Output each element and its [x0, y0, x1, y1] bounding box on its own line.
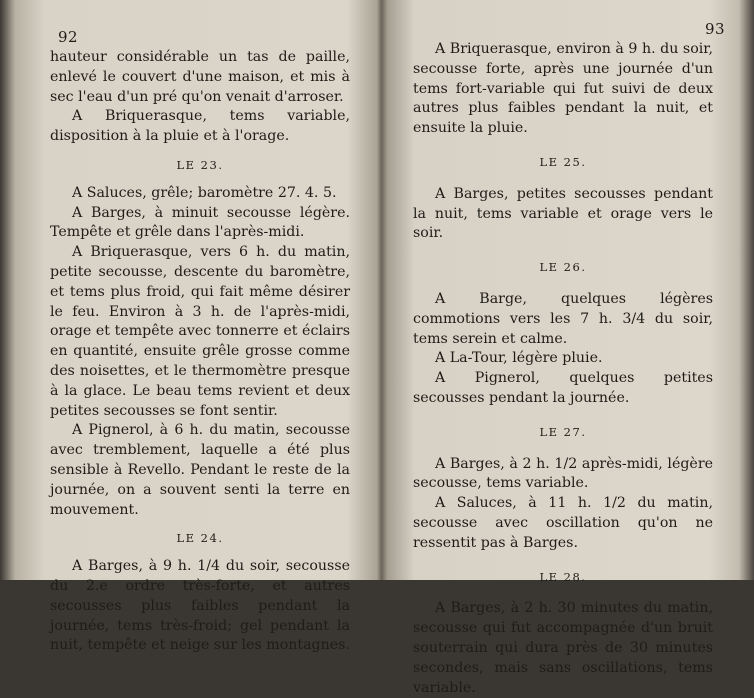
paragraph: A Barges, à 2 h. 30 minutes du matin, secousse qui fut accompagnée d'un bruit souterrain qui dura près de 30 minutes secondes, mais sans oscillations, tems variable. — [413, 600, 713, 696]
date-heading: LE 24. — [176, 531, 224, 546]
paragraph: A Barge, quelques légères commotions vers les 7 h. 3/4 du soir, tems serein et calme. — [413, 290, 713, 347]
paragraph: A Pignerol, à 6 h. du matin, secousse avec tremblement, laquelle a été plus sensible à Revello. Pendant le reste de la journée, on a souvent senti la terre en mouvement. — [50, 422, 350, 518]
paragraph: A Barges, à 2 h. 1/2 après-midi, légère secousse, tems variable. — [413, 455, 713, 492]
paragraph: A Briquerasque, tems variable, disposition à la pluie et à l'orage. — [50, 108, 350, 145]
paragraph: A Barges, à 9 h. 1/4 du soir, secousse du 2.e ordre très-forte, et autres secousses plus faibles pendant la journée, tems très-froid; gel pendant la nuit, tempête et neige sur les montagnes. — [50, 558, 350, 654]
date-heading: LE 27. — [539, 424, 587, 439]
paragraph: A Barges, à minuit secousse légère. Tempête et grêle dans l'après-midi. — [50, 204, 350, 241]
paragraph: A Barges, petites secousses pendant la nuit, tems variable et orage vers le soir. — [413, 185, 713, 242]
left-page — [0, 0, 377, 654]
date-heading: LE 23. — [176, 157, 224, 172]
paragraph: A Pignerol, quelques petites secousses pendant la journée. — [413, 370, 713, 406]
date-heading: LE 28. — [539, 569, 587, 584]
page-number: 93 — [705, 20, 726, 38]
paragraph: A Briquerasque, vers 6 h. du matin, petite secousse, descente du baromètre, et tems plus froid, qui fait même désirer le feu. Environ à 3 h. de l'après-midi, orage et tempête avec tonnerre et éclairs en quantité, ensuite grêle grosse comme des noisettes, et le thermomètre presque à la glace. Le beau tems revient et deux petites secousses se font sentir. — [50, 244, 350, 419]
date-heading: LE 25. — [539, 154, 587, 169]
paragraph: A La-Tour, légère pluie. — [435, 350, 603, 367]
page-text — [413, 40, 713, 698]
paragraph: A Saluces, grêle; baromètre 27. 4. 5. — [72, 184, 337, 201]
paragraph: hauteur considérable un tas de paille, enlevé le couvert d'une maison, et mis à sec l'eau d'un pré qu'on venait d'arroser. — [50, 49, 350, 105]
date-heading: LE 26. — [539, 260, 587, 275]
paragraph: A Briquerasque, environ à 9 h. du soir, secousse forte, après une journée d'un tems fort-variable qui fut suivi de deux autres plus faibles pendant la nuit, et ensuite la pluie. — [413, 41, 713, 137]
paragraph: A Saluces, à 11 h. 1/2 du matin, secousse avec oscillation qu'on ne ressentit pas à Barges. — [413, 495, 713, 551]
page-number: 92 — [58, 28, 79, 46]
page-text — [50, 48, 350, 656]
